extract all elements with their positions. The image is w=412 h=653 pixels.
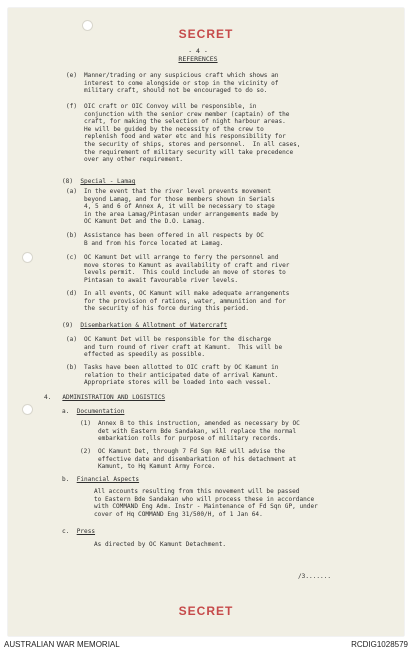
text-line: for the provision of rations, water, ammunition and for [84,297,286,305]
text-line: the security of his force during this period. [84,305,250,313]
punch-hole [22,404,33,415]
text-line: All accounts resulting from this movement will be passed [94,488,300,495]
item-label: (2) [80,448,92,455]
text-line: In all events, OC Kamunt will make adequate arrangements [84,290,290,297]
text-line: over any other requirement. [84,156,184,164]
text-line: OC Kamunt Det will arrange to ferry the personnel and [84,254,279,261]
text-line: levels permit. This could include an move of stores to [84,269,286,277]
text-line: cover of Hq COMMAND Eng 31/500/H, of 1 Jan 64. [94,510,263,518]
item-label: (b) [66,364,78,371]
section-title: Disembarkation & Allotment of Watercraft [80,322,228,329]
item-label: (d) [66,290,78,297]
text-line: the security of ships, stores and personnel. In all cases, [84,140,301,148]
archive-footer-right: RCDIG1028579 [351,640,408,649]
text-line: in the area Lamag/Pintasan under arrangements made by [84,210,279,218]
section-label: 4. [44,394,52,401]
sub-b-heading [62,476,139,484]
sub-title: Documentation [76,408,125,415]
text-line: conjunction with the senior crew member (captain) of the [84,110,290,118]
section-9-heading [62,322,227,330]
text-line: B and from his force located at Lamag. [84,239,224,247]
text-line: with COMMAND Eng Adm. Instr - Maintenance of Fd Sqn GP, under [94,503,318,511]
punch-hole [22,252,33,263]
text-line: Assistance has been offered in all respects by OC [84,232,264,239]
text-line: In the event that the river level prevents movement [84,188,272,195]
text-line: OIC craft or OIC Convoy will be responsible, in [84,103,257,110]
continuation-text: /3....... [298,573,332,580]
text-line: Annex B to this instruction, amended as necessary by OC [98,420,300,427]
sub-label: b. [62,476,70,483]
item-9b-text [84,364,278,387]
item-label: (a) [66,188,78,195]
section-8-heading [62,178,135,186]
text-line: As directed by OC Kamunt Detachment. [94,541,227,548]
text-line: to Eastern Bde Sandakan who will process these in accordance [94,495,315,503]
classification-stamp-bottom: SECRET [178,604,234,618]
item-a1-label [80,420,91,428]
section-title: ADMINISTRATION AND LOGISTICS [62,394,166,401]
text-line: Manner/trading or any suspicious craft which shows an [84,72,279,79]
section-4-heading [44,394,165,402]
archive-footer-left: AUSTRALIAN WAR MEMORIAL [4,640,120,649]
text-line: embarkation rolls for purpose of military records. [98,435,282,443]
paragraph-f-text [84,103,300,164]
text-line: OC Kamunt Det, through 7 Fd Sqn RAE will advise the [98,448,286,455]
item-8a-text [84,188,278,226]
section-heading: REFERENCES [178,55,218,63]
sub-b-text [94,488,318,518]
item-a2-text [98,448,296,471]
item-8b-label [66,232,77,240]
item-a1-text [98,420,300,443]
sub-label: c. [62,528,70,535]
sub-a-heading [62,408,124,416]
text-line: Kamunt, to Hq Kamunt Army Force. [98,463,216,471]
paragraph-e [66,72,77,80]
paragraph-e-text [84,72,278,95]
text-line: Pintasan to await favourable river levels. [84,276,239,284]
sub-c-heading [62,528,95,536]
text-line: military craft, should not be encouraged to do so. [84,87,268,95]
section-label: (8) [62,178,74,185]
text-line: det with Eastern Bde Sandakan, will replace the normal [98,427,297,435]
paragraph-f [66,103,77,111]
item-8b-text [84,232,264,247]
item-label: (a) [66,336,78,343]
text-line: 4, 5 and 6 of Annex A, it will be necessary to stage [84,203,275,211]
text-line: OC Kamunt Det and the D.O. Lamag. [84,218,206,226]
text-line: beyond Lamag, and for those members shown in Serials [84,195,275,203]
item-label: (c) [66,254,78,261]
item-8d-label [66,290,77,298]
text-line: and turn round of river craft at Kamunt. This will be [84,343,283,351]
item-9b-label [66,364,77,372]
item-8c-label [66,254,77,262]
item-9a-label [66,336,77,344]
text-line: relation to their anticipated date of arrival Kamunt. [84,371,279,379]
text-line: move stores to Kamunt as availability of craft and river [84,261,290,269]
item-8c-text [84,254,289,284]
text-line: Appropriate stores will be loaded into each vessel. [84,379,272,387]
text-line: craft, for making the selection of night harbour areas. [84,118,286,126]
section-title: Special - Lamag [80,178,136,185]
text-line: replenish food and water etc and his responsibility for [84,133,286,141]
item-a2-label [80,448,91,456]
sub-label: a. [62,408,70,415]
page-number: - 4 - [188,47,208,55]
sub-title: Press [76,528,96,535]
sub-c-text [94,541,226,549]
item-8a-label [66,188,77,196]
item-8d-text [84,290,289,313]
text-line: the requirement of military security will take precedence [84,148,294,156]
classification-stamp-top: SECRET [178,27,234,41]
item-label: (e) [66,72,78,79]
item-label: (f) [66,103,78,110]
text-line: Tasks have been allotted to OIC craft by OC Kamunt in [84,364,279,371]
continuation-marker [298,573,331,581]
text-line: OC Kamunt Det will be responsible for the discharge [84,336,272,343]
sub-title: Financial Aspects [76,476,140,483]
text-line: He will be guided by the necessity of the crew to [84,125,264,133]
item-label: (b) [66,232,78,239]
item-label: (1) [80,420,92,427]
text-line: effected as speedily as possible. [84,351,206,359]
text-line: effective date and disembarkation of his detachment at [98,455,297,463]
item-9a-text [84,336,282,359]
section-label: (9) [62,322,74,329]
text-line: interest to come alongside or stop in the vicinity of [84,79,279,87]
